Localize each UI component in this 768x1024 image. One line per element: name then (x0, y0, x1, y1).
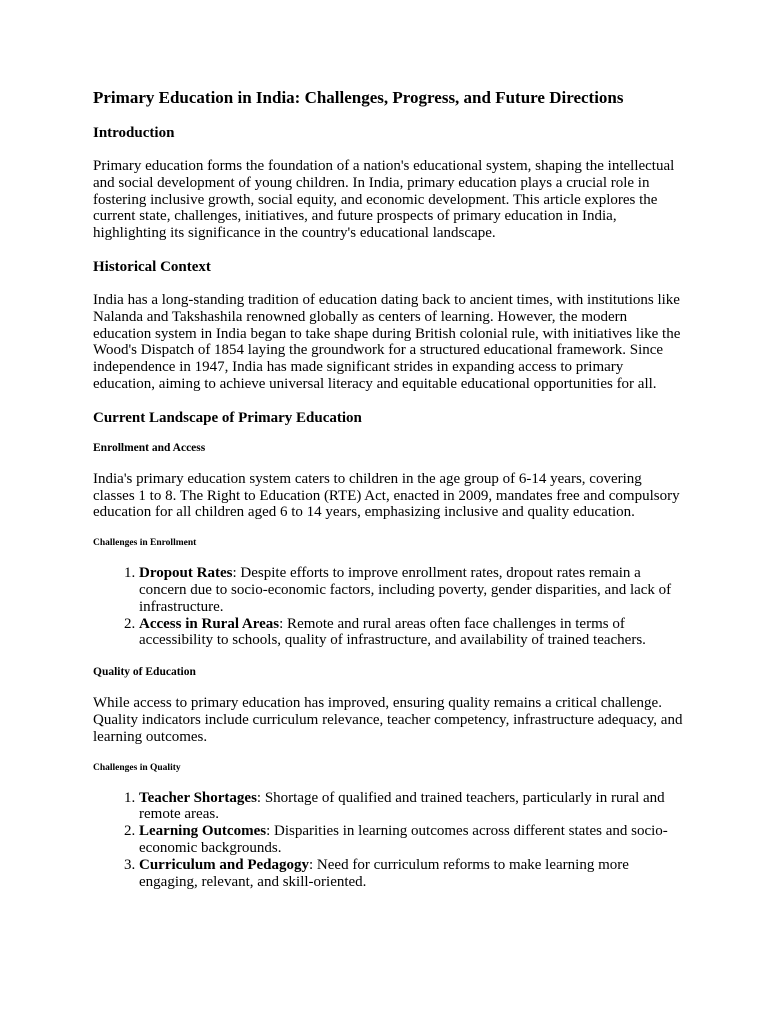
list-item-term: Access in Rural Areas (139, 615, 280, 632)
introduction-paragraph: Primary education forms the foundation of a nation's educational system, shaping the intellectual and social development of young children. In India, primary education plays a crucial role in fostering inclusive growth, social equity, and economic development. This article explores the current state, challenges, initiatives, and future prospects of primary education in India, highlighting its significance in the country's educational landscape. (93, 158, 675, 242)
quality-challenges-list (93, 790, 683, 891)
list-item-description: : Need for curriculum reforms to make learning more engaging, relevant, and skill-oriented. (139, 856, 629, 890)
section-heading-historical-context: Historical Context (93, 258, 211, 275)
list-item (139, 565, 683, 615)
list-item-description: : Despite efforts to improve enrollment rates, dropout rates remain a concern due to socio-economic factors, including poverty, gender disparities, and lack of infrastructure. (139, 565, 672, 615)
quality-paragraph: While access to primary education has improved, ensuring quality remains a critical challenge. Quality indicators include curriculum relevance, teacher competency, infrastructure adequacy, and learning outcomes. (93, 695, 683, 745)
subheading-challenges-enrollment: Challenges in Enrollment (93, 538, 197, 549)
list-item-term: Curriculum and Pedagogy (139, 856, 310, 873)
historical-context-paragraph: India has a long-standing tradition of education dating back to ancient times, with institutions like Nalanda and Takshashila renowned globally as centers of learning. However, the modern education system in India began to take shape during British colonial rule, with initiatives like the Wood's Dispatch of 1854 laying the groundwork for a structured educational framework. Since independence in 1947, India has made significant strides in expanding access to primary education, aiming to achieve universal literacy and equitable educational opportunities for all. (93, 291, 681, 392)
document-page (93, 88, 683, 906)
list-item-term: Teacher Shortages (139, 789, 257, 806)
list-item (139, 790, 683, 824)
subheading-challenges-quality: Challenges in Quality (93, 762, 181, 773)
subsection-heading-enrollment: Enrollment and Access (93, 441, 206, 454)
section-heading-current-landscape: Current Landscape of Primary Education (93, 409, 362, 426)
list-item-term: Dropout Rates (139, 565, 233, 582)
list-item-description: : Shortage of qualified and trained teachers, particularly in rural and remote areas. (139, 789, 665, 823)
enrollment-paragraph: India's primary education system caters to children in the age group of 6-14 years, covering classes 1 to 8. The Right to Education (RTE) Act, enacted in 2009, mandates free and compulsory education for all children aged 6 to 14 years, emphasizing inclusive and quality education. (93, 470, 680, 521)
subsection-heading-quality: Quality of Education (93, 666, 196, 679)
enrollment-challenges-list (93, 565, 683, 649)
list-item (139, 823, 683, 857)
list-item-description: : Remote and rural areas often face challenges in terms of accessibility to schools, quality of infrastructure, and availability of trained teachers. (139, 615, 646, 649)
list-item-description: : Disparities in learning outcomes across different states and socio-economic backgrounds. (139, 823, 668, 856)
list-item (139, 616, 683, 650)
document-title: Primary Education in India: Challenges, Progress, and Future Directions (93, 88, 624, 107)
list-item (139, 857, 683, 891)
list-item-term: Learning Outcomes (139, 823, 267, 840)
section-heading-introduction: Introduction (93, 125, 175, 141)
